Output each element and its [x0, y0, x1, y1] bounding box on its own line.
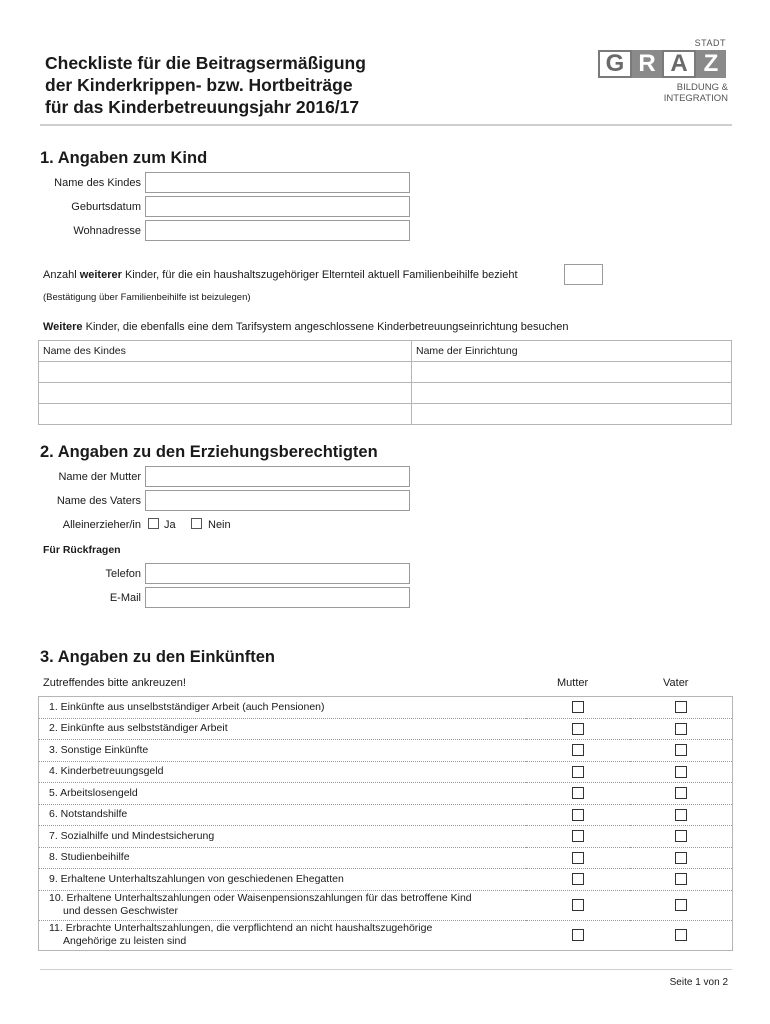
income-item-10-line-1: 10. Erhaltene Unterhaltszahlungen oder Waisenpensionszahlungen für das betroffene Kind [49, 892, 472, 904]
income-item-2: 2. Einkünfte aus selbstständiger Arbeit [39, 718, 527, 740]
sibling-count-text-b: Kinder, für die ein haushaltszugehöriger Elternteil aktuell Familienbeihilfe bezieht [121, 269, 518, 281]
mother-cell [526, 697, 630, 719]
other-children-text: Kinder, die ebenfalls eine dem Tarifsystem angeschlossene Kinderbetreuungseinrichtung besuchen [82, 321, 569, 333]
table-cell-input[interactable] [39, 362, 412, 383]
other-children-label [43, 321, 569, 333]
address-label: Wohnadresse [73, 225, 141, 237]
father-checkbox-7[interactable] [675, 830, 687, 842]
col-father-header: Vater [663, 677, 689, 689]
mother-name-input[interactable] [145, 466, 410, 487]
table-cell-input[interactable] [39, 383, 412, 404]
address-input[interactable] [145, 220, 410, 241]
sibling-count-bold: weiterer [79, 269, 122, 281]
father-cell [630, 718, 733, 740]
single-parent-no-checkbox[interactable] [191, 518, 202, 529]
table-row [39, 740, 733, 762]
income-item-10-line-2: und dessen Geschwister [63, 905, 178, 917]
table-header-row [39, 341, 732, 362]
logo-letter-z: Z [696, 50, 726, 78]
income-item-4: 4. Kinderbetreuungsgeld [39, 761, 527, 783]
table-row [39, 362, 732, 383]
footer-divider [40, 969, 732, 970]
income-item-9: 9. Erhaltene Unterhaltszahlungen von geschiedenen Ehegatten [39, 869, 527, 891]
father-cell [630, 740, 733, 762]
mother-cell [526, 718, 630, 740]
phone-label: Telefon [105, 568, 141, 580]
table-row [39, 847, 733, 869]
mother-checkbox-1[interactable] [572, 701, 584, 713]
mother-cell [526, 740, 630, 762]
father-cell [630, 920, 733, 950]
income-item-7: 7. Sozialhilfe und Mindestsicherung [39, 826, 527, 848]
mother-name-label: Name der Mutter [58, 471, 141, 483]
table-cell-input[interactable] [412, 362, 732, 383]
father-checkbox-1[interactable] [675, 701, 687, 713]
father-cell [630, 761, 733, 783]
logo-letter-g: G [598, 50, 632, 78]
logo-line-2: INTEGRATION [663, 93, 728, 104]
father-checkbox-5[interactable] [675, 787, 687, 799]
father-name-label: Name des Vaters [56, 495, 141, 507]
section-1-heading: 1. Angaben zum Kind [40, 149, 208, 167]
mother-cell [526, 826, 630, 848]
mother-checkbox-6[interactable] [572, 809, 584, 821]
col-mother-header: Mutter [557, 677, 589, 689]
table-row [39, 826, 733, 848]
mother-checkbox-4[interactable] [572, 766, 584, 778]
single-parent-no-label: Nein [208, 519, 231, 531]
table-row [39, 404, 732, 425]
income-item-10 [39, 890, 527, 920]
father-cell [630, 890, 733, 920]
income-item-1: 1. Einkünfte aus unselbstständiger Arbeit (auch Pensionen) [39, 697, 527, 719]
mother-cell [526, 847, 630, 869]
child-name-input[interactable] [145, 172, 410, 193]
other-children-bold: Weitere [43, 321, 83, 333]
mother-cell [526, 890, 630, 920]
table-row [39, 783, 733, 805]
contact-heading: Für Rückfragen [43, 544, 121, 556]
income-item-11-line-1: 11. Erbrachte Unterhaltszahlungen, die verpflichtend an nicht haushaltszugehörige [49, 922, 433, 934]
income-instruction: Zutreffendes bitte ankreuzen! [43, 677, 186, 689]
mother-cell [526, 783, 630, 805]
single-parent-yes-checkbox[interactable] [148, 518, 159, 529]
sibling-count-label [43, 269, 518, 281]
father-checkbox-2[interactable] [675, 723, 687, 735]
mother-cell [526, 920, 630, 950]
father-cell [630, 826, 733, 848]
table-row [39, 804, 733, 826]
mother-cell [526, 869, 630, 891]
father-checkbox-4[interactable] [675, 766, 687, 778]
graz-logo [598, 38, 730, 104]
father-name-input[interactable] [145, 490, 410, 511]
income-item-11 [39, 920, 527, 950]
logo-stadt: STADT [694, 38, 726, 48]
mother-cell [526, 804, 630, 826]
father-cell [630, 847, 733, 869]
sibling-count-input[interactable] [564, 264, 603, 285]
father-checkbox-10[interactable] [675, 899, 687, 911]
mother-checkbox-7[interactable] [572, 830, 584, 842]
income-item-5: 5. Arbeitslosengeld [39, 783, 527, 805]
other-children-table [38, 340, 732, 425]
income-item-8: 8. Studienbeihilfe [39, 847, 527, 869]
father-checkbox-3[interactable] [675, 744, 687, 756]
sibling-count-text-a: Anzahl [43, 269, 80, 281]
col-child-name: Name des Kindes [39, 341, 412, 362]
table-row [39, 383, 732, 404]
logo-letters [598, 50, 726, 78]
father-checkbox-6[interactable] [675, 809, 687, 821]
email-input[interactable] [145, 587, 410, 608]
father-cell [630, 869, 733, 891]
page-number: Seite 1 von 2 [669, 977, 728, 988]
mother-checkbox-8[interactable] [572, 852, 584, 864]
single-parent-label: Alleinerzieher/in [62, 519, 141, 531]
phone-input[interactable] [145, 563, 410, 584]
logo-letter-r: R [632, 50, 662, 78]
table-cell-input[interactable] [39, 404, 412, 425]
table-row [39, 869, 733, 891]
mother-checkbox-10[interactable] [572, 899, 584, 911]
section-3-heading: 3. Angaben zu den Einkünften [40, 648, 275, 666]
table-row [39, 890, 733, 920]
income-item-6: 6. Notstandshilfe [39, 804, 527, 826]
title-line-1: Checkliste für die Beitragsermäßigung [45, 53, 366, 73]
father-cell [630, 804, 733, 826]
mother-checkbox-3[interactable] [572, 744, 584, 756]
father-checkbox-8[interactable] [675, 852, 687, 864]
table-row [39, 718, 733, 740]
table-row [39, 761, 733, 783]
child-name-label: Name des Kindes [54, 177, 141, 189]
page-title [45, 52, 565, 118]
income-item-3: 3. Sonstige Einkünfte [39, 740, 527, 762]
income-item-11-line-2: Angehörige zu leisten sind [63, 935, 187, 947]
father-checkbox-9[interactable] [675, 873, 687, 885]
logo-subtitle [664, 82, 728, 104]
section-2-heading: 2. Angaben zu den Erziehungsberechtigten [40, 443, 378, 461]
mother-checkbox-2[interactable] [572, 723, 584, 735]
sibling-note: (Bestätigung über Familienbeihilfe ist beizulegen) [43, 292, 251, 303]
father-cell [630, 783, 733, 805]
table-cell-input[interactable] [412, 383, 732, 404]
mother-checkbox-11[interactable] [572, 929, 584, 941]
income-table [38, 696, 733, 951]
table-cell-input[interactable] [412, 404, 732, 425]
single-parent-yes-label: Ja [164, 519, 176, 531]
logo-line-1: BILDUNG & [676, 82, 728, 93]
title-line-3: für das Kinderbetreuungsjahr 2016/17 [45, 97, 360, 117]
father-cell [630, 697, 733, 719]
table-row [39, 920, 733, 950]
mother-checkbox-9[interactable] [572, 873, 584, 885]
title-line-2: der Kinderkrippen- bzw. Hortbeiträge [45, 75, 353, 95]
birthdate-input[interactable] [145, 196, 410, 217]
mother-checkbox-5[interactable] [572, 787, 584, 799]
table-row [39, 697, 733, 719]
col-institution-name: Name der Einrichtung [412, 341, 732, 362]
header-divider [40, 124, 732, 126]
logo-letter-a: A [662, 50, 696, 78]
mother-cell [526, 761, 630, 783]
birthdate-label: Geburtsdatum [71, 201, 141, 213]
email-label: E-Mail [109, 592, 141, 604]
father-checkbox-11[interactable] [675, 929, 687, 941]
